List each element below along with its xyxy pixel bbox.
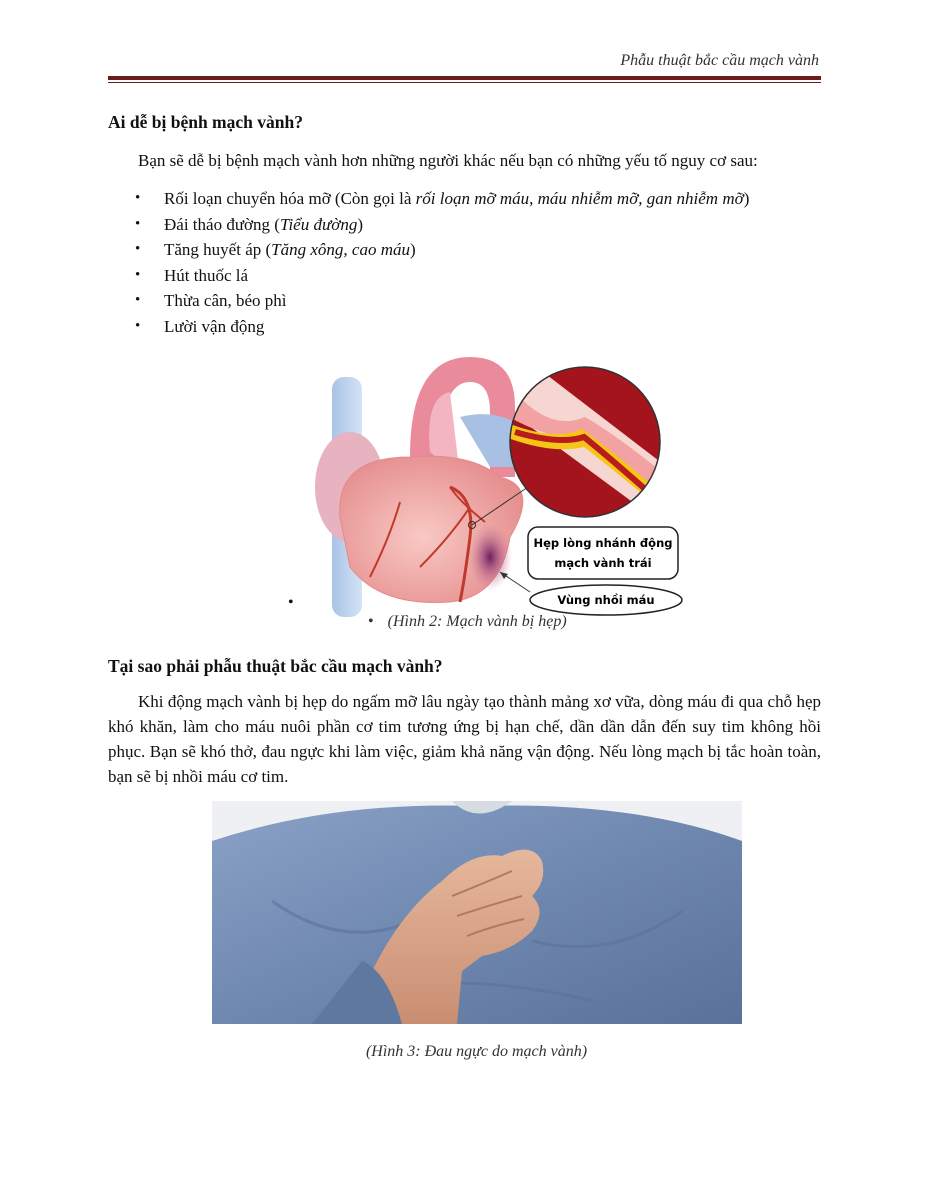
heart-illustration — [300, 337, 690, 617]
intro-paragraph: Bạn sẽ dễ bị bệnh mạch vành hơn những người khác nếu bạn có những yếu tố nguy cơ sau: — [138, 151, 758, 170]
label-narrowing-box — [528, 527, 678, 579]
figure3-caption: (Hình 3: Đau ngực do mạch vành) — [365, 1043, 588, 1060]
chest-pain-photo — [212, 801, 742, 1024]
running-header: Phẫu thuật bắc cầu mạch vành — [620, 52, 819, 69]
why-paragraph: Khi động mạch vành bị hẹp do ngấm mỡ lâu ngày tạo thành mảng xơ vữa, dòng máu đi qua chỗ hẹp khó khăn, làm cho máu nuôi phần cơ tim tương ứng bị hạn chế, dần dần dẫn đến suy tim không hồi phục. Bạn sẽ khó thở, đau ngực khi làm việc, giảm khả năng vận động. Nếu lòng mạch bị tắc hoàn toàn, bạn sẽ bị nhồi máu cơ tim. — [108, 692, 821, 786]
figure2-caption: (Hình 2: Mạch vành bị hẹp) — [387, 613, 567, 630]
figure2-caption-line: • (Hình 2: Mạch vành bị hẹp) — [368, 613, 567, 630]
list-item: • Rối loạn chuyển hóa mỡ (Còn gọi là rối loạn mỡ máu, máu nhiễm mỡ, gan nhiễm mỡ) — [108, 186, 749, 212]
infarct-area — [468, 523, 512, 591]
header-rule-thin — [108, 82, 821, 83]
header-rule-thick — [108, 76, 821, 80]
list-item: • Lười vận động — [108, 314, 749, 340]
list-item: • Hút thuốc lá — [108, 263, 749, 289]
section-heading-why: Tại sao phải phẫu thuật bắc cầu mạch vành? — [108, 656, 443, 676]
section-heading-risk: Ai dễ bị bệnh mạch vành? — [108, 112, 303, 132]
risk-factor-list — [108, 186, 749, 339]
label-infarct: Vùng nhồi máu — [557, 593, 655, 607]
stray-bullet: • — [288, 594, 294, 611]
label-narrowing-line2: mạch vành trái — [554, 556, 652, 570]
label-narrowing-line1: Hẹp lòng nhánh động — [533, 536, 673, 550]
list-item: • Đái tháo đường (Tiểu đường) — [108, 212, 749, 238]
list-item: • Thừa cân, béo phì — [108, 288, 749, 314]
list-item: • Tăng huyết áp (Tăng xông, cao máu) — [108, 237, 749, 263]
